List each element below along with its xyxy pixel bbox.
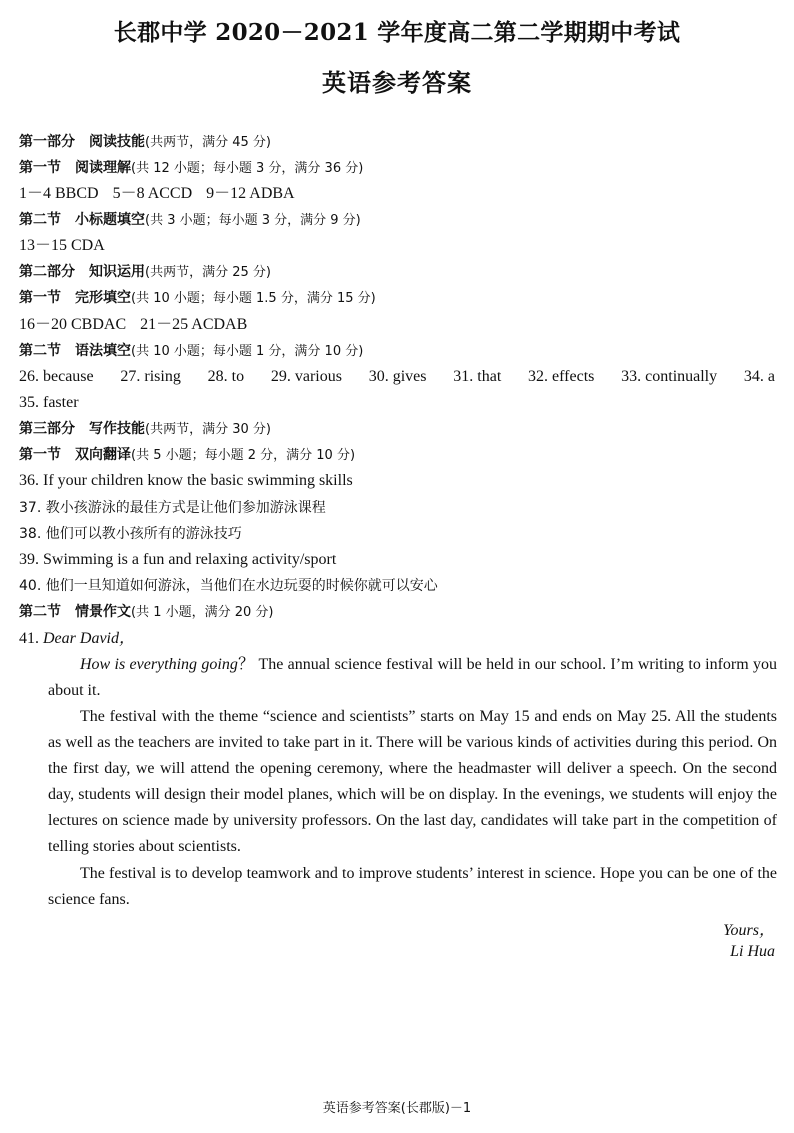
- grammar-answer: 30. gives: [368, 368, 427, 385]
- part-label: 第二部分: [19, 264, 75, 280]
- answer-35: 35. faster: [19, 394, 79, 411]
- section-name: 完形填空: [75, 290, 131, 306]
- grammar-answer: 32. effects: [528, 368, 595, 385]
- answer-group: 5－8 ACCD: [112, 185, 193, 202]
- section-4-heading: [19, 341, 363, 362]
- essay-paragraph-1-text: ？ The annual science festival will be held in our school. I’m writing to inform you about it.: [48, 656, 777, 699]
- section-note: (共 12 小题；每小题 3 分，满分 36 分): [131, 161, 364, 176]
- answer-group: 1－4 BBCD: [19, 185, 99, 202]
- essay-paragraph-3: The festival is to develop teamwork and to improve students’ interest in science. Hope you can be one of the science fans.: [48, 865, 777, 908]
- grammar-answer: 27. rising: [120, 368, 181, 385]
- essay-greeting: Dear David，: [43, 630, 135, 647]
- part-name: 知识运用: [89, 264, 145, 280]
- section-2-heading: [19, 210, 361, 231]
- section-note: (共 10 小题；每小题 1 分，满分 10 分): [131, 344, 364, 359]
- answers-1-12: [19, 184, 309, 204]
- translation-36: 36. If your children know the basic swimming skills: [19, 472, 353, 489]
- section-name: 情景作文: [75, 604, 131, 620]
- part-note: (共两节，满分 45 分): [145, 135, 271, 150]
- translation-38: 38. 他们可以教小孩所有的游泳技巧: [19, 526, 242, 542]
- section-name: 语法填空: [75, 343, 131, 359]
- section-label: 第二节: [19, 212, 61, 228]
- section-label: 第二节: [19, 343, 61, 359]
- section-5-heading: [19, 445, 355, 466]
- translation-39: 39. Swimming is a fun and relaxing activity/sport: [19, 551, 337, 568]
- part-label: 第一部分: [19, 134, 75, 150]
- part-3-heading: [19, 419, 271, 440]
- section-note: (共 1 小题，满分 20 分): [131, 605, 274, 620]
- section-note: (共 10 小题；每小题 1.5 分，满分 15 分): [131, 291, 376, 306]
- section-name: 阅读理解: [75, 160, 131, 176]
- part-name: 阅读技能: [89, 134, 145, 150]
- answer-group: 9－12 ADBA: [206, 185, 295, 202]
- section-label: 第一节: [19, 160, 61, 176]
- essay-paragraph-2: The festival with the theme “science and scientists” starts on May 15 and ends on May 25. All the students as well as the teachers are invited to take part in it. There will be various kinds of activities during this period. On the first day, we will attend the opening ceremony, where the headmaster will deliver a speech. On the second day, students will design their model planes, which will be on display. In the evenings, we students will enjoy the lectures on science made by university professors. On the last day, candidates will take part in the competition of telling stories about scientists.: [48, 708, 777, 855]
- section-name: 双向翻译: [75, 447, 131, 463]
- essay-paragraph-1: [48, 652, 777, 704]
- answers-16-25: [19, 315, 261, 335]
- section-name: 小标题填空: [75, 212, 145, 228]
- part-name: 写作技能: [89, 421, 145, 437]
- part-note: (共两节，满分 30 分): [145, 422, 271, 437]
- grammar-answer: 26. because: [19, 368, 94, 385]
- translation-40: 40. 他们一旦知道如何游泳，当他们在水边玩耍的时候你就可以安心: [19, 578, 438, 594]
- section-label: 第一节: [19, 290, 61, 306]
- translation-37: 37. 教小孩游泳的最佳方式是让他们参加游泳课程: [19, 500, 326, 516]
- part-label: 第三部分: [19, 421, 75, 437]
- section-label: 第二节: [19, 604, 61, 620]
- essay-signature: Li Hua: [730, 943, 775, 960]
- section-note: (共 5 小题；每小题 2 分，满分 10 分): [131, 448, 356, 463]
- page-subtitle: 英语参考答案: [322, 68, 472, 97]
- answer-group: 16－20 CBDAC: [19, 316, 127, 333]
- grammar-answer: 28. to: [207, 368, 245, 385]
- answer-group: 21－25 ACDAB: [140, 316, 248, 333]
- essay-opening-question: How is everything going: [80, 656, 238, 673]
- part-note: (共两节，满分 25 分): [145, 265, 271, 280]
- essay-closing: Yours，: [723, 922, 775, 939]
- section-6-heading: [19, 602, 274, 623]
- essay-greeting-line: [19, 629, 135, 649]
- grammar-answer: 29. various: [270, 368, 342, 385]
- grammar-answer: 34. a: [743, 368, 775, 385]
- part-2-heading: [19, 262, 271, 283]
- section-note: (共 3 小题；每小题 3 分，满分 9 分): [145, 213, 361, 228]
- answers-26-34: [19, 367, 775, 387]
- answers-13-15: 13－15 CDA: [19, 237, 105, 254]
- grammar-answer: 33. continually: [621, 368, 718, 385]
- part-1-heading: [19, 132, 271, 153]
- section-label: 第一节: [19, 447, 61, 463]
- page-footer: 英语参考答案(长郡版)－1: [322, 1101, 472, 1116]
- section-3-heading: [19, 288, 376, 309]
- grammar-answer: 31. that: [453, 368, 502, 385]
- essay-number: 41.: [19, 630, 43, 647]
- section-1-heading: [19, 158, 363, 179]
- page-title: 长郡中学 2020－2021 学年度高二第二学期期中考试: [113, 19, 681, 46]
